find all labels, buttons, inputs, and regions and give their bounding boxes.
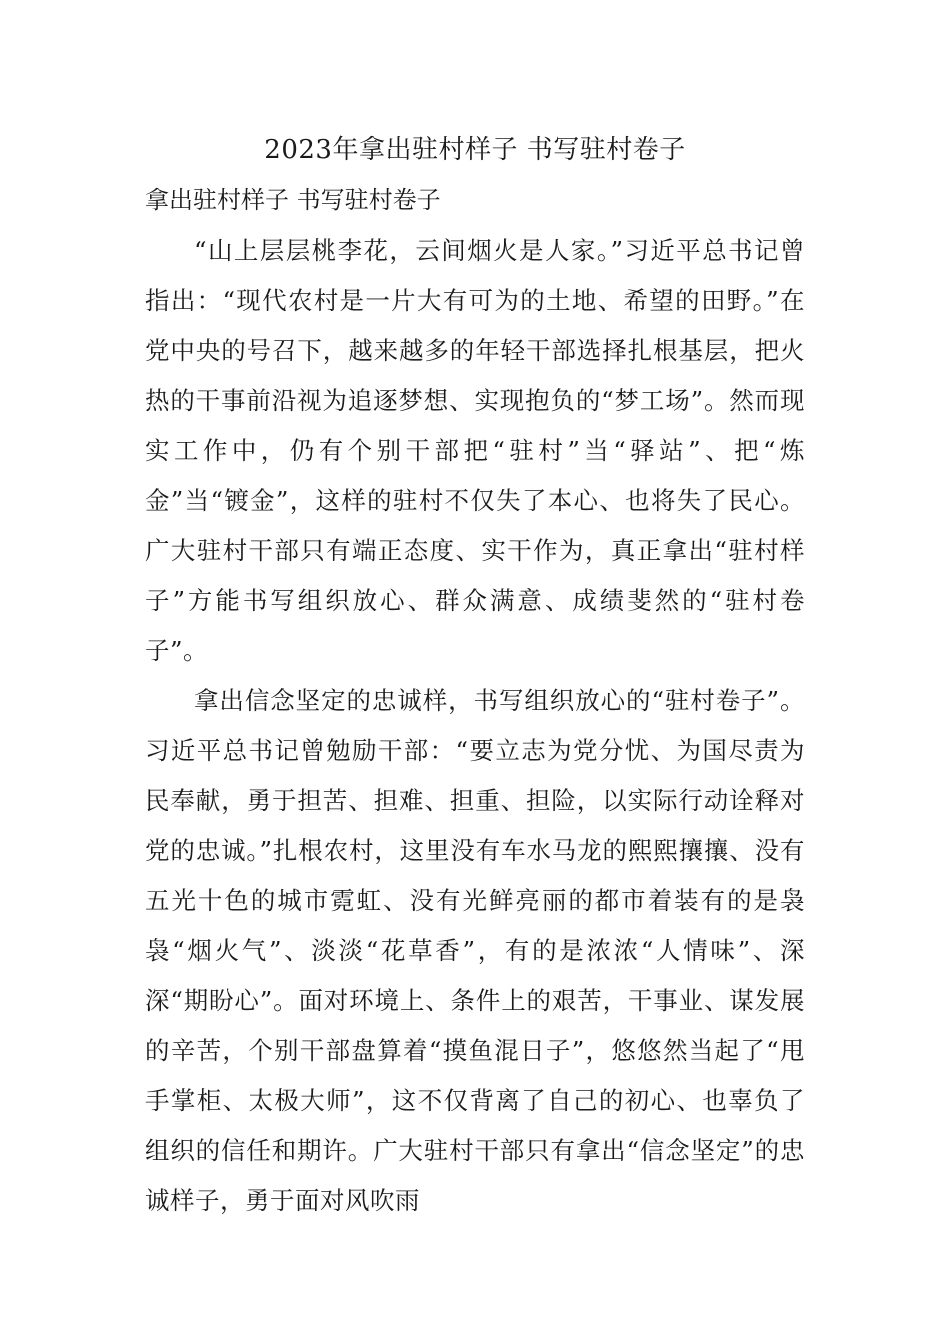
document-title: 2023年拿出驻村样子 书写驻村卷子 [264,135,686,165]
paragraph-2: 拿出信念坚定的忠诚样，书写组织放心的“驻村卷子”。习近平总书记曾勉励干部：“要立志为党分忧、为国尽责为民奉献，勇于担苦、担难、担重、担险，以实际行动诠释对党的忠诚。”扎根农村，这里没有车水马龙的熙熙攘攘、没有五光十色的城市霓虹、没有光鲜亮丽的都市着装有的是袅袅“烟火气”、淡淡“花草香”，有的是浓浓“人情味”、深深“期盼心”。面对环境上、条件上的艰苦，干事业、谋发展的辛苦，个别干部盘算着“摸鱼混日子”，悠悠然当起了“甩手掌柜、太极大师”，这不仅背离了自己的初心、也辜负了组织的信任和期许。广大驻村干部只有拿出“信念坚定”的忠诚样子，勇于面对风吹雨 [145,686,805,1215]
document-body [145,226,805,1226]
document-subtitle: 拿出驻村样子 书写驻村卷子 [145,186,441,214]
paragraph-1: “山上层层桃李花，云间烟火是人家。”习近平总书记曾指出：“现代农村是一片大有可为的土地、希望的田野。”在党中央的号召下，越来越多的年轻干部选择扎根基层，把火热的干事前沿视为追逐梦想、实现抱负的“梦工场”。然而现实工作中，仍有个别干部把“驻村”当“驿站”、把“炼金”当“镀金”，这样的驻村不仅失了本心、也将失了民心。广大驻村干部只有端正态度、实干作为，真正拿出“驻村样子”方能书写组织放心、群众满意、成绩斐然的“驻村卷子”。 [145,236,805,665]
